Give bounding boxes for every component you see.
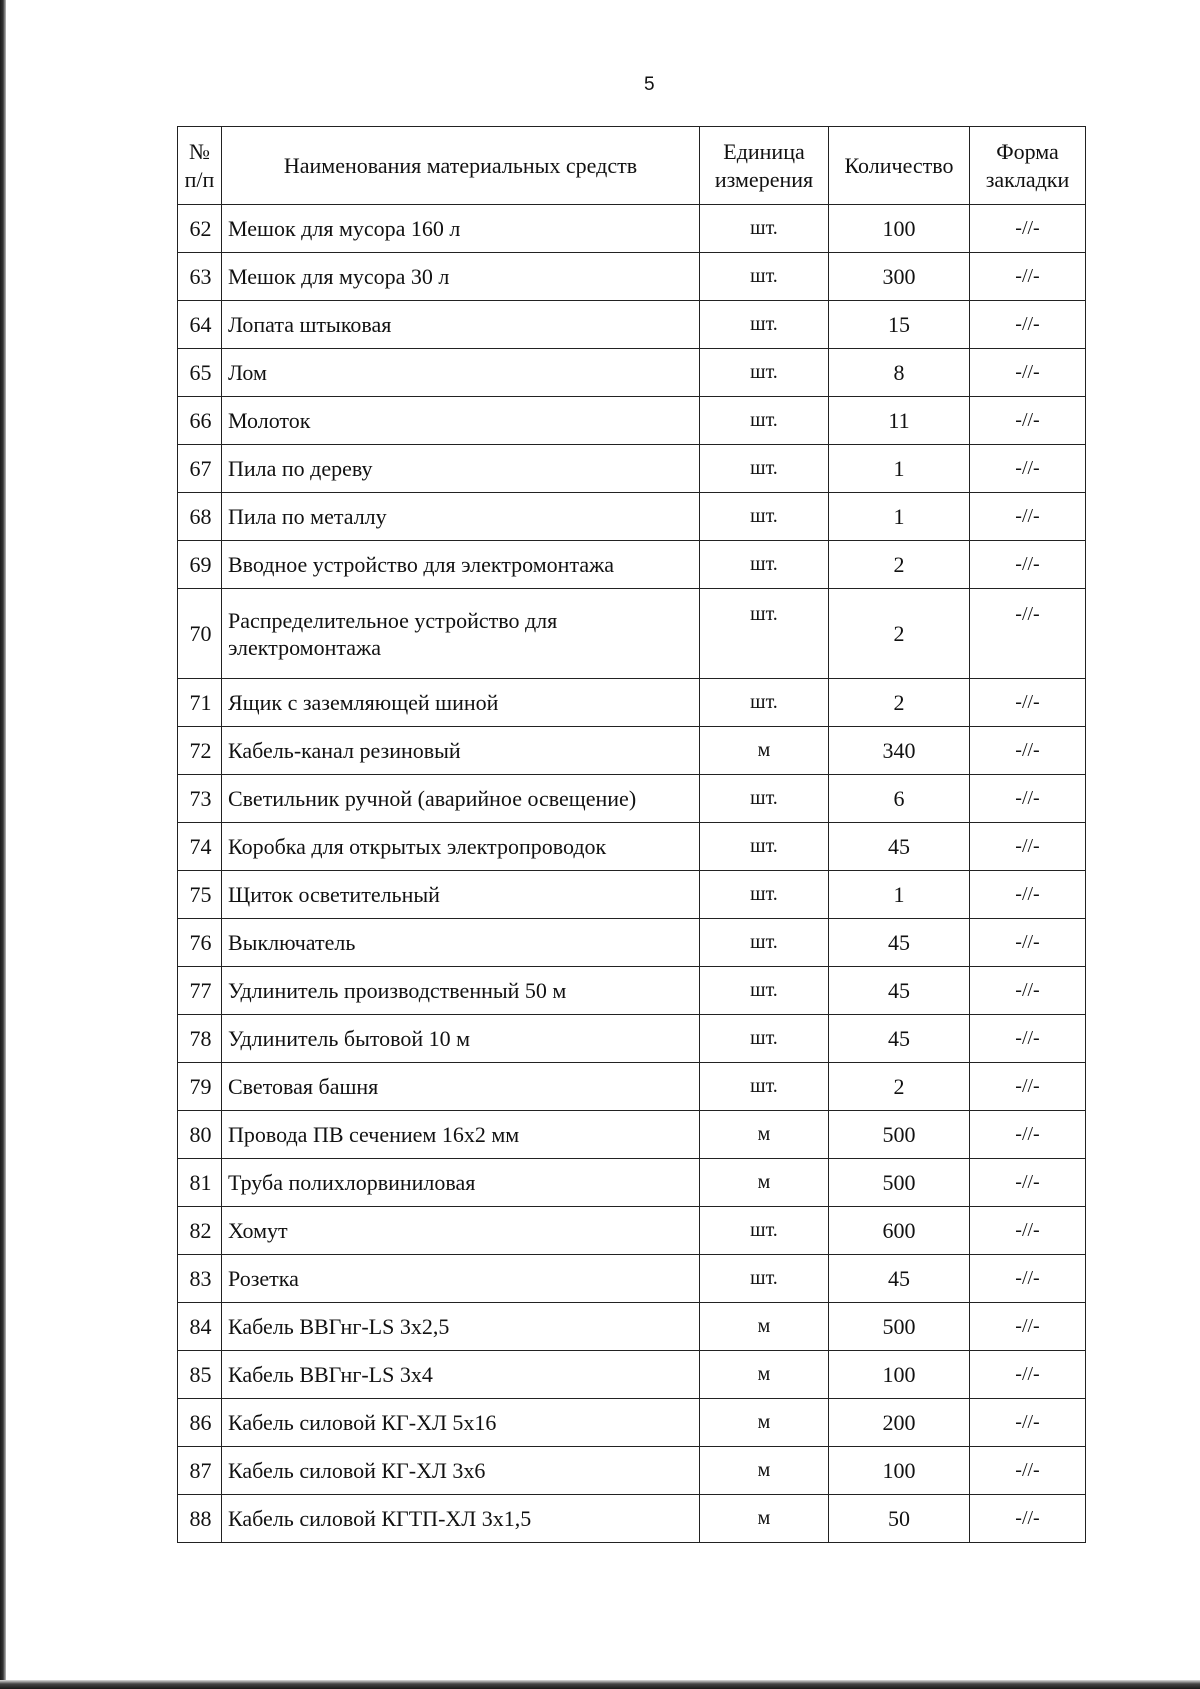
cell-form: -//- [970, 1255, 1086, 1303]
cell-unit: шт. [700, 919, 829, 967]
table-row [178, 205, 1086, 253]
cell-num: 87 [178, 1447, 222, 1495]
cell-unit: шт. [700, 967, 829, 1015]
cell-unit: шт. [700, 493, 829, 541]
table-row [178, 679, 1086, 727]
cell-num: 88 [178, 1495, 222, 1543]
cell-name: Вводное устройство для электромонтажа [222, 541, 700, 589]
cell-name: Труба полихлорвиниловая [222, 1159, 700, 1207]
cell-form: -//- [970, 301, 1086, 349]
cell-name: Кабель ВВГнг-LS 3х2,5 [222, 1303, 700, 1351]
header-form [970, 127, 1086, 205]
table-row [178, 1111, 1086, 1159]
cell-qty: 11 [829, 397, 970, 445]
header-unit-label: Единица измерения [714, 138, 814, 192]
cell-unit: шт. [700, 253, 829, 301]
cell-name: Пила по металлу [222, 493, 700, 541]
cell-unit: шт. [700, 1015, 829, 1063]
cell-form: -//- [970, 1063, 1086, 1111]
cell-form: -//- [970, 679, 1086, 727]
table-header-row [178, 127, 1086, 205]
cell-num: 76 [178, 919, 222, 967]
table-row [178, 445, 1086, 493]
scan-left-edge [0, 0, 6, 1689]
cell-num: 84 [178, 1303, 222, 1351]
cell-num: 86 [178, 1399, 222, 1447]
cell-form: -//- [970, 205, 1086, 253]
cell-name: Удлинитель производственный 50 м [222, 967, 700, 1015]
cell-qty: 300 [829, 253, 970, 301]
cell-unit: м [700, 1399, 829, 1447]
cell-qty: 1 [829, 871, 970, 919]
table-row [178, 919, 1086, 967]
cell-form: -//- [970, 349, 1086, 397]
cell-unit: шт. [700, 541, 829, 589]
cell-name: Распределительное устройство для электромонтажа [222, 589, 700, 679]
cell-name: Ящик с заземляющей шиной [222, 679, 700, 727]
cell-qty: 45 [829, 919, 970, 967]
cell-num: 68 [178, 493, 222, 541]
cell-qty: 2 [829, 679, 970, 727]
cell-qty: 45 [829, 823, 970, 871]
table-row [178, 775, 1086, 823]
cell-num: 70 [178, 589, 222, 679]
table-row [178, 349, 1086, 397]
cell-num: 67 [178, 445, 222, 493]
table-row [178, 253, 1086, 301]
cell-num: 69 [178, 541, 222, 589]
cell-num: 77 [178, 967, 222, 1015]
cell-name: Пила по дереву [222, 445, 700, 493]
cell-name: Хомут [222, 1207, 700, 1255]
cell-form: -//- [970, 445, 1086, 493]
cell-unit: шт. [700, 871, 829, 919]
cell-unit: шт. [700, 823, 829, 871]
cell-name: Коробка для открытых электропроводок [222, 823, 700, 871]
cell-form: -//- [970, 1111, 1086, 1159]
header-num [178, 127, 222, 205]
cell-qty: 600 [829, 1207, 970, 1255]
cell-qty: 500 [829, 1159, 970, 1207]
cell-unit: м [700, 1495, 829, 1543]
cell-qty: 100 [829, 1447, 970, 1495]
cell-qty: 2 [829, 1063, 970, 1111]
table-row [178, 727, 1086, 775]
cell-num: 62 [178, 205, 222, 253]
cell-num: 79 [178, 1063, 222, 1111]
cell-num: 75 [178, 871, 222, 919]
cell-qty: 100 [829, 1351, 970, 1399]
cell-form: -//- [970, 1207, 1086, 1255]
cell-form: -//- [970, 1495, 1086, 1543]
cell-num: 65 [178, 349, 222, 397]
table-row [178, 397, 1086, 445]
table-row [178, 1063, 1086, 1111]
cell-unit: м [700, 727, 829, 775]
cell-unit: м [700, 1111, 829, 1159]
cell-unit: м [700, 1351, 829, 1399]
cell-qty: 2 [829, 541, 970, 589]
cell-num: 73 [178, 775, 222, 823]
cell-form: -//- [970, 1351, 1086, 1399]
cell-form: -//- [970, 727, 1086, 775]
table-body [178, 205, 1086, 1543]
cell-qty: 200 [829, 1399, 970, 1447]
cell-name: Выключатель [222, 919, 700, 967]
cell-unit: шт. [700, 679, 829, 727]
cell-name: Кабель силовой КГ-ХЛ 5х16 [222, 1399, 700, 1447]
cell-num: 72 [178, 727, 222, 775]
cell-name: Удлинитель бытовой 10 м [222, 1015, 700, 1063]
cell-name: Кабель силовой КГТП-ХЛ 3х1,5 [222, 1495, 700, 1543]
cell-form: -//- [970, 253, 1086, 301]
cell-name: Мешок для мусора 160 л [222, 205, 700, 253]
header-name [222, 127, 700, 205]
cell-name: Лом [222, 349, 700, 397]
cell-form: -//- [970, 1303, 1086, 1351]
cell-qty: 15 [829, 301, 970, 349]
cell-form: -//- [970, 541, 1086, 589]
cell-form: -//- [970, 493, 1086, 541]
cell-name: Молоток [222, 397, 700, 445]
table-row [178, 1303, 1086, 1351]
cell-form: -//- [970, 589, 1086, 679]
cell-unit: шт. [700, 589, 829, 679]
materials-table [177, 126, 1086, 1543]
cell-unit: шт. [700, 1255, 829, 1303]
cell-qty: 2 [829, 589, 970, 679]
table-row [178, 1447, 1086, 1495]
header-qty [829, 127, 970, 205]
scan-bottom-edge [0, 1680, 1200, 1689]
table-row [178, 301, 1086, 349]
cell-unit: шт. [700, 205, 829, 253]
cell-num: 66 [178, 397, 222, 445]
cell-unit: м [700, 1159, 829, 1207]
table-row [178, 1399, 1086, 1447]
cell-num: 71 [178, 679, 222, 727]
header-qty-label: Количество [844, 152, 954, 178]
cell-name: Световая башня [222, 1063, 700, 1111]
cell-form: -//- [970, 919, 1086, 967]
cell-form: -//- [970, 967, 1086, 1015]
cell-unit: шт. [700, 397, 829, 445]
table-row [178, 1255, 1086, 1303]
cell-unit: шт. [700, 349, 829, 397]
cell-unit: шт. [700, 445, 829, 493]
table-row [178, 1207, 1086, 1255]
header-unit [700, 127, 829, 205]
cell-name: Светильник ручной (аварийное освещение) [222, 775, 700, 823]
table-row [178, 541, 1086, 589]
cell-qty: 45 [829, 1255, 970, 1303]
cell-form: -//- [970, 1015, 1086, 1063]
header-name-label: Наименования материальных средств [283, 152, 638, 178]
cell-name: Кабель-канал резиновый [222, 727, 700, 775]
table-row [178, 871, 1086, 919]
cell-form: -//- [970, 823, 1086, 871]
header-num-label: № п/п [184, 138, 215, 192]
cell-name: Кабель ВВГнг-LS 3х4 [222, 1351, 700, 1399]
table-row [178, 493, 1086, 541]
cell-num: 81 [178, 1159, 222, 1207]
cell-qty: 45 [829, 967, 970, 1015]
table-row [178, 589, 1086, 679]
cell-qty: 8 [829, 349, 970, 397]
cell-form: -//- [970, 1447, 1086, 1495]
cell-qty: 340 [829, 727, 970, 775]
cell-unit: шт. [700, 775, 829, 823]
table-row [178, 1495, 1086, 1543]
table-row [178, 823, 1086, 871]
cell-form: -//- [970, 397, 1086, 445]
cell-unit: шт. [700, 301, 829, 349]
cell-num: 82 [178, 1207, 222, 1255]
cell-name: Кабель силовой КГ-ХЛ 3х6 [222, 1447, 700, 1495]
table-row [178, 1159, 1086, 1207]
cell-qty: 100 [829, 205, 970, 253]
cell-num: 85 [178, 1351, 222, 1399]
cell-form: -//- [970, 871, 1086, 919]
table-row [178, 1351, 1086, 1399]
cell-name: Щиток осветительный [222, 871, 700, 919]
cell-num: 63 [178, 253, 222, 301]
cell-qty: 45 [829, 1015, 970, 1063]
cell-qty: 500 [829, 1303, 970, 1351]
cell-unit: м [700, 1447, 829, 1495]
cell-qty: 500 [829, 1111, 970, 1159]
cell-num: 78 [178, 1015, 222, 1063]
page-number: 5 [644, 74, 655, 95]
cell-name: Провода ПВ сечением 16х2 мм [222, 1111, 700, 1159]
cell-num: 83 [178, 1255, 222, 1303]
cell-form: -//- [970, 1159, 1086, 1207]
cell-qty: 50 [829, 1495, 970, 1543]
cell-qty: 6 [829, 775, 970, 823]
header-form-label: Форма закладки [985, 138, 1070, 192]
cell-name: Мешок для мусора 30 л [222, 253, 700, 301]
cell-num: 80 [178, 1111, 222, 1159]
cell-form: -//- [970, 1399, 1086, 1447]
cell-num: 64 [178, 301, 222, 349]
cell-unit: шт. [700, 1063, 829, 1111]
table-row [178, 967, 1086, 1015]
cell-num: 74 [178, 823, 222, 871]
cell-name: Лопата штыковая [222, 301, 700, 349]
cell-form: -//- [970, 775, 1086, 823]
cell-qty: 1 [829, 445, 970, 493]
cell-unit: шт. [700, 1207, 829, 1255]
table-row [178, 1015, 1086, 1063]
cell-name: Розетка [222, 1255, 700, 1303]
cell-unit: м [700, 1303, 829, 1351]
cell-qty: 1 [829, 493, 970, 541]
